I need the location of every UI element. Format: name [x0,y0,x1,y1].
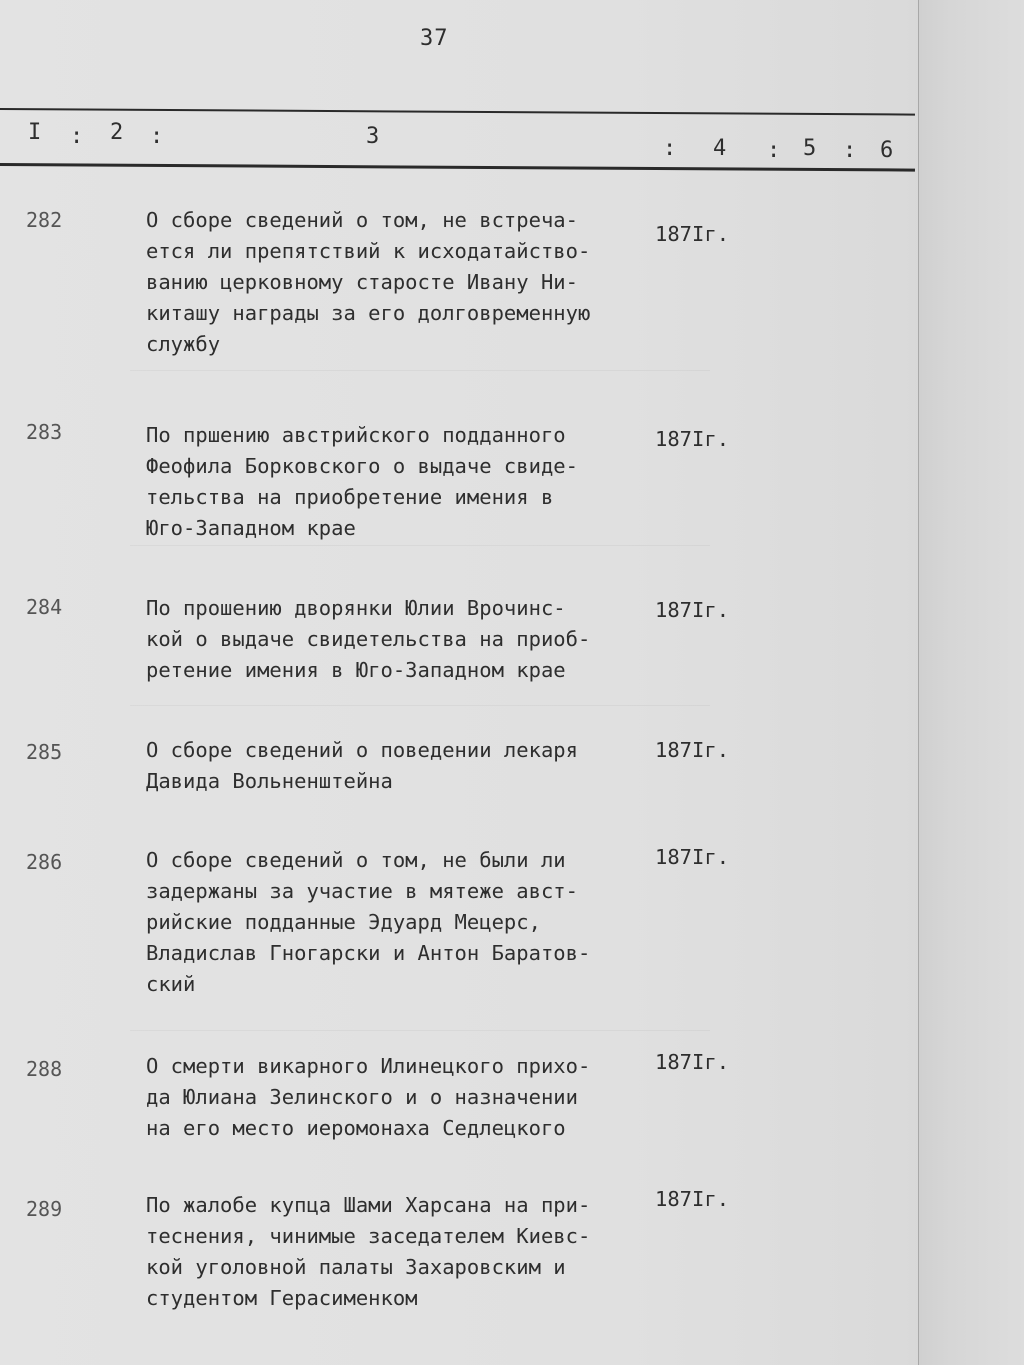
entry-year: 187Iг. [655,427,730,451]
entry-description: По пршению австрийского подданного Феофила Борковского о выдаче свиде- тельства на приобретение имения в Юго-Западном крае [146,423,578,540]
column-6-label: 6 [880,138,894,163]
column-separator: : [70,124,84,149]
header-top-rule [0,108,915,116]
entry-number: 286 [26,850,63,874]
page-number: 37 [420,26,449,51]
bleed-through [130,545,710,546]
entry-year: 187Iг. [655,1050,730,1074]
entry-description: По жалобе купца Шами Харсана на при- теснения, чинимые заседателем Киевс- кой уголовной палаты Захаровским и студентом Герасименком [146,1193,591,1310]
entry-number: 289 [26,1197,63,1221]
column-separator: : [767,138,781,163]
column-1-label: I [28,120,42,145]
bleed-through [130,1030,710,1031]
entry-number: 284 [26,595,63,619]
entry-number: 282 [26,208,63,232]
column-separator: : [150,124,164,149]
column-3-label: 3 [366,124,380,149]
column-separator: : [843,138,857,163]
column-separator: : [663,136,677,161]
entry-number: 283 [26,420,63,444]
entry-number: 285 [26,740,63,764]
entry-description: О сборе сведений о том, не были ли задержаны за участие в мятеже авст- рийские подданные Эдуард Мецерс, Владислав Гногарски и Антон Баратов- ский [146,848,591,996]
entry-year: 187Iг. [655,598,730,622]
page-edge-shadow [918,0,1024,1365]
entry-year: 187Iг. [655,845,730,869]
entry-description: О сборе сведений о поведении лекаря Давида Вольненштейна [146,738,578,793]
entry-year: 187Iг. [655,738,730,762]
column-4-label: 4 [713,136,727,161]
entry-description: По прошению дворянки Юлии Врочинс- кой о выдаче свидетельства на приоб- ретение имения в Юго-Западном крае [146,596,591,682]
column-5-label: 5 [803,136,817,161]
entry-description: О сборе сведений о том, не встреча- ется ли препятствий к исходатайство- ванию церковному старосте Ивану Ни- киташу награды за его долговременную службу [146,208,591,356]
bleed-through [130,370,710,371]
header-bottom-rule [0,163,915,172]
entry-description: О смерти викарного Илинецкого прихо- да Юлиана Зелинского и о назначении на его место иеромонаха Седлецкого [146,1054,591,1140]
entry-number: 288 [26,1057,63,1081]
column-2-label: 2 [110,120,124,145]
entry-year: 187Iг. [655,1187,730,1211]
entry-year: 187Iг. [655,222,730,246]
bleed-through [130,705,710,706]
